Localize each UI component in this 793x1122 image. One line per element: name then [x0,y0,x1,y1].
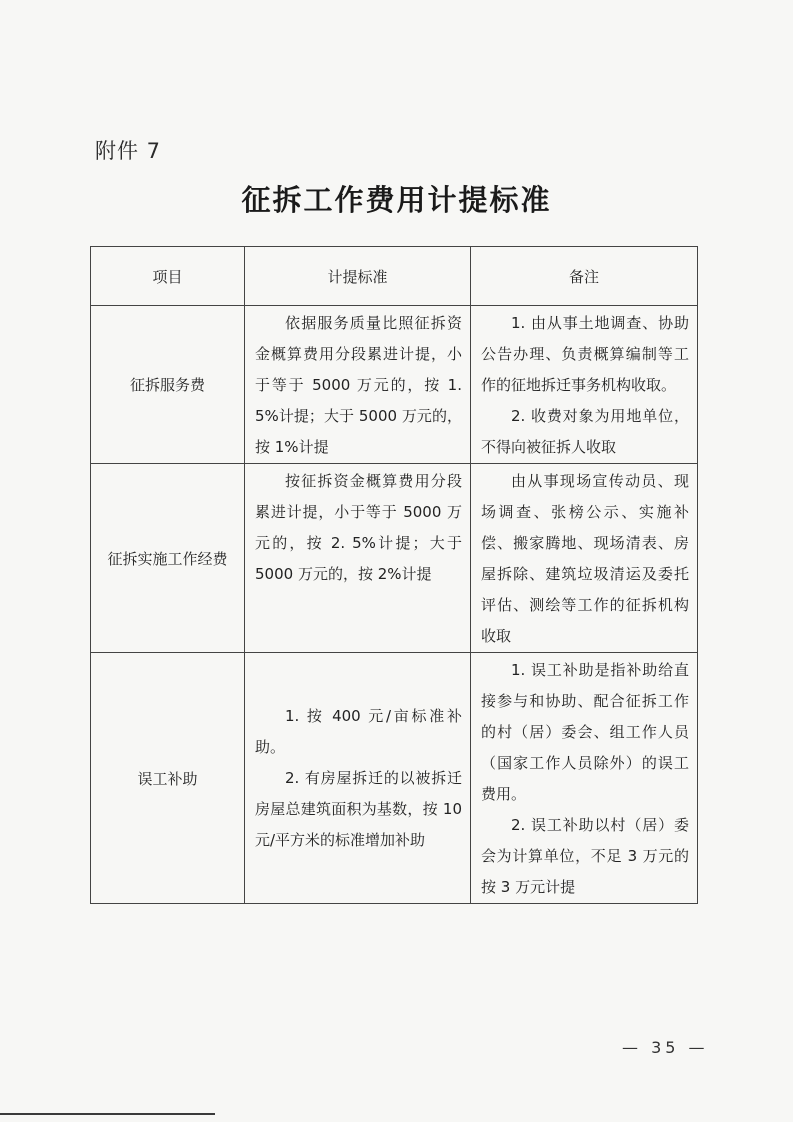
standard-text: 按征拆资金概算费用分段累进计提，小于等于 5000 万元的，按 2. 5%计提；大于 5000 万元的，按 2%计提 [255,472,462,583]
standard-cell [245,464,471,653]
column-header-item: 项目 [91,247,245,306]
document-title: 征拆工作费用计提标准 [241,183,552,217]
attachment-label: 附件 7 [95,139,162,163]
item-cell: 误工补助 [91,653,245,904]
column-header-notes: 备注 [471,247,698,306]
table-row [91,653,698,904]
item-cell: 征拆服务费 [91,306,245,464]
item-cell: 征拆实施工作经费 [91,464,245,653]
table-row [91,306,698,464]
standard-text: 2. 有房屋拆迁的以被拆迁房屋总建筑面积为基数，按 10 元/平方米的标准增加补助 [255,768,462,849]
notes-cell [471,464,698,653]
note-text: 2. 误工补助以村（居）委会为计算单位，不足 3 万元的按 3 万元计提 [481,816,689,896]
table-row [91,464,698,653]
standard-cell [245,306,471,464]
scan-edge-line [0,1113,215,1115]
note-text: 由从事现场宣传动员、现场调查、张榜公示、实施补偿、搬家腾地、现场清表、房屋拆除、建筑垃圾清运及委托评估、测绘等工作的征拆机构收取 [481,472,689,645]
standard-text: 1. 按 400 元/亩标准补助。 [255,706,462,756]
standard-text: 依据服务质量比照征拆资金概算费用分段累进计提，小于等于 5000 万元的，按 1. 5%计提；大于 5000 万元的，按 1%计提 [255,314,462,456]
standards-table [90,246,698,904]
standard-cell [245,653,471,904]
page-number: — 35 — [622,1038,709,1057]
table-header-row [91,247,698,306]
notes-cell [471,306,698,464]
note-text: 1. 由从事土地调查、协助公告办理、负责概算编制等工作的征地拆迁事务机构收取。 [481,314,689,394]
column-header-standard: 计提标准 [245,247,471,306]
note-text: 1. 误工补助是指补助给直接参与和协助、配合征拆工作的村（居）委会、组工作人员（国家工作人员除外）的误工费用。 [481,661,689,803]
note-text: 2. 收费对象为用地单位，不得向被征拆人收取 [481,407,689,456]
notes-cell [471,653,698,904]
